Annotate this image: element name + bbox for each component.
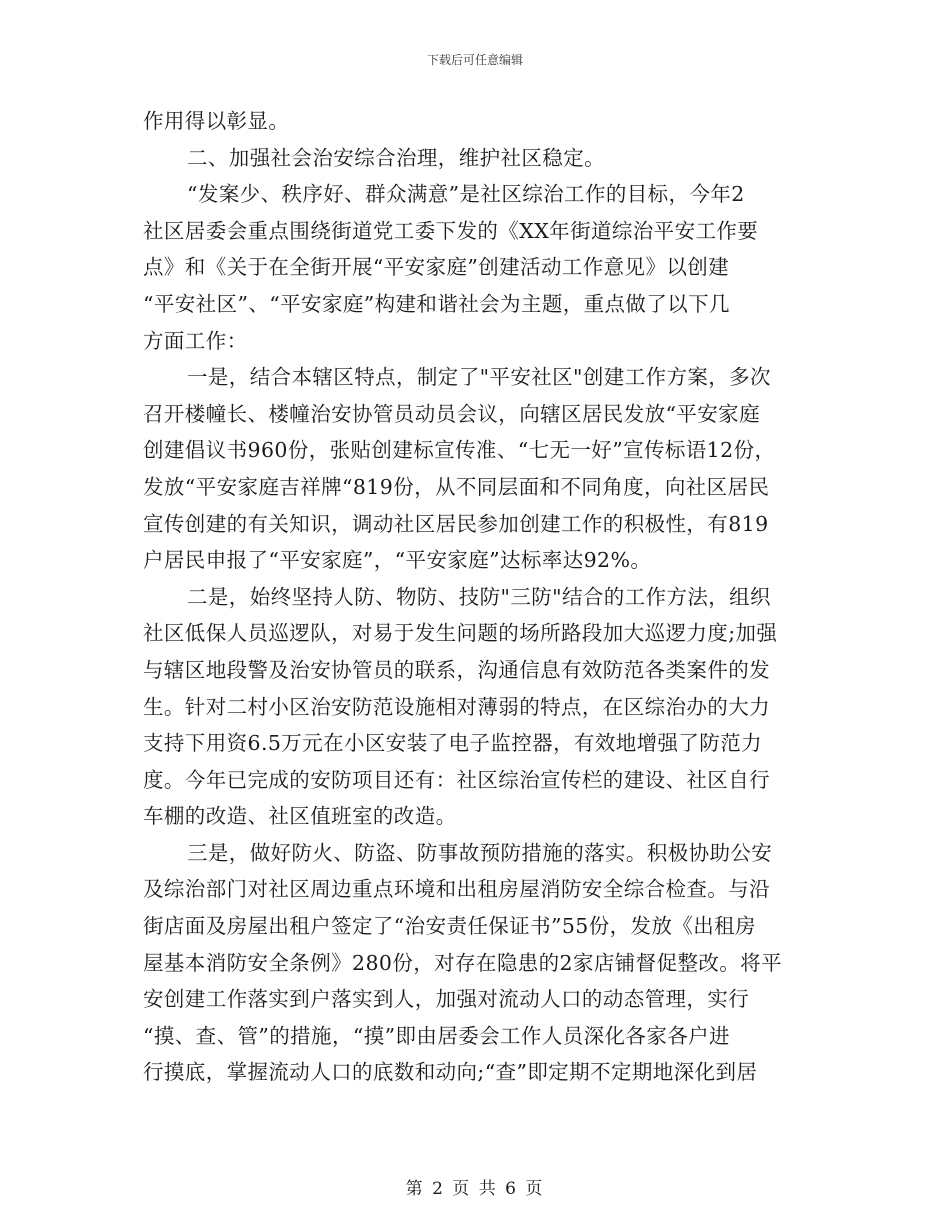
body-text-line: 一是，结合本辖区特点，制定了"平安社区"创建工作方案，多次 [187, 365, 771, 390]
body-text-line: 生。针对二村小区治安防范设施相对薄弱的特点，在区综治办的大力 [143, 694, 770, 719]
body-text-line: 发放“平安家庭吉祥牌“819份，从不同层面和不同角度，向社区居民 [143, 474, 770, 499]
body-text-line: 及综治部门对社区周边重点环境和出租房屋消防安全综合检查。与沿 [143, 877, 770, 902]
body-text-line: “发案少、秩序好、群众满意”是社区综治工作的目标，今年2 [187, 182, 745, 207]
body-text-line: 屋基本消防安全条例》280份，对存在隐患的2家店铺督促整改。将平 [143, 950, 782, 975]
body-text-line: 创建倡议书960份，张贴创建标宣传准、“七无一好”宣传标语12份， [143, 438, 776, 463]
body-text-line: 二是，始终坚持人防、物防、技防"三防"结合的工作方法，组织 [187, 584, 771, 609]
document-body [143, 103, 806, 1091]
body-text-line: 方面工作： [143, 328, 248, 353]
page-footer: 第 2 页 共 6 页 [405, 1179, 545, 1199]
body-text-line: “摸、查、管”的措施，“摸”即由居委会工作人员深化各家各户进 [143, 1023, 730, 1048]
body-text-line: “平安社区”、“平安家庭”构建和谐社会为主题，重点做了以下几 [143, 291, 730, 316]
body-text-line: 度。今年已完成的安防项目还有：社区综治宣传栏的建设、社区自行 [143, 767, 770, 792]
body-text-line: 社区低保人员巡逻队，对易于发生问题的场所路段加大巡逻力度;加强 [143, 621, 778, 646]
body-text-line: 作用得以彰显。 [143, 109, 290, 133]
body-text-line: 与辖区地段警及治安协管员的联系，沟通信息有效防范各类案件的发 [143, 657, 770, 682]
body-text-line: 车棚的改造、社区值班室的改造。 [143, 804, 457, 829]
body-text-line: 三是，做好防火、防盗、防事故预防措施的落实。积极协助公安 [187, 840, 773, 865]
body-text-line: 户居民申报了“平安家庭”，“平安家庭”达标率达92%。 [143, 548, 652, 573]
body-text-line: 召开楼幢长、楼幢治安协管员动员会议，向辖区居民发放“平安家庭 [143, 401, 760, 426]
body-text-line: 二、加强社会治安综合治理，维护社区稳定。 [187, 145, 605, 170]
body-text-line: 点》和《关于在全街开展“平安家庭”创建活动工作意见》以创建 [143, 255, 730, 280]
body-text-line: 行摸底，掌握流动人口的底数和动向;“查”即定期不定期地深化到居 [143, 1060, 758, 1085]
body-text-line: 支持下用资6.5万元在小区安装了电子监控器，有效地增强了防范力 [143, 731, 762, 756]
page-header: 下载后可任意编辑 [426, 53, 523, 67]
body-text-line: 社区居委会重点围绕街道党工委下发的《XX年街道综治平安工作要 [143, 218, 759, 243]
body-text-line: 宣传创建的有关知识，调动社区居民参加创建工作的积极性，有819 [143, 511, 769, 536]
body-text-line: 街店面及房屋出租户签定了“治安责任保证书”55份，发放《出租房 [143, 914, 756, 939]
body-text-line: 安创建工作落实到户落实到人，加强对流动人口的动态管理，实行 [143, 987, 750, 1012]
